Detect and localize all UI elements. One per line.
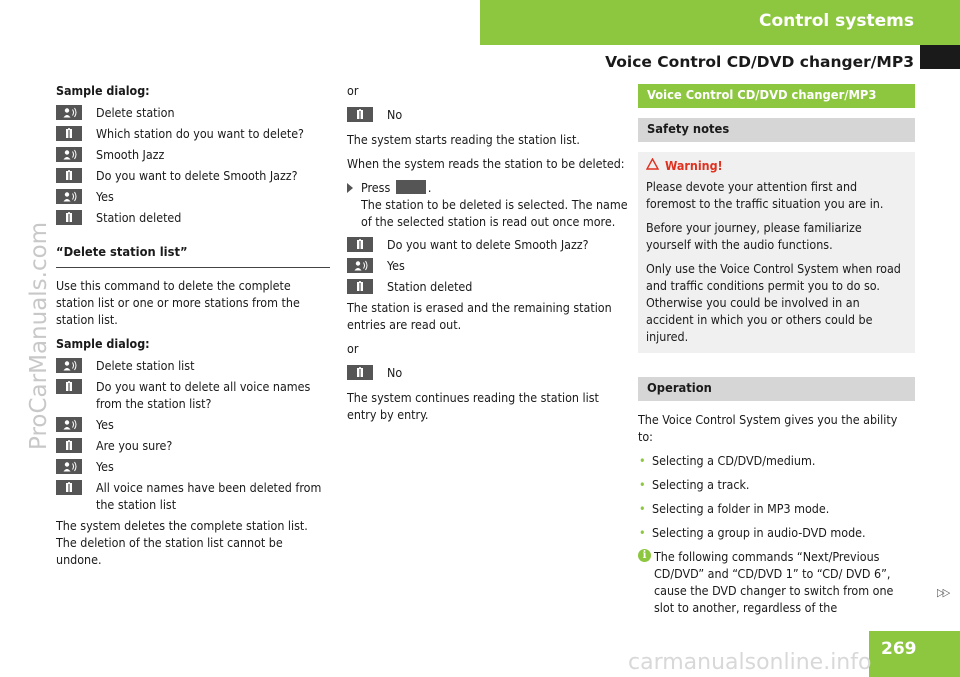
operation-bar: Operation [638, 377, 915, 401]
dialog-text: Which station do you want to delete? [96, 126, 304, 141]
dialog-text: Station deleted [387, 279, 473, 294]
step-description: The station to be deleted is selected. The name of the selected station is read out once more. [361, 197, 628, 229]
dialog-list-1 [56, 104, 330, 226]
dialog-line [56, 357, 330, 374]
outro-paragraph: The system deletes the complete station list. The deletion of the station list cannot be undone. [56, 518, 308, 567]
dialog-text: Delete station list [96, 358, 195, 373]
dialog-text: Smooth Jazz [96, 147, 165, 162]
page-number: 269 [881, 639, 917, 659]
dialog-text: Do you want to delete Smooth Jazz? [96, 168, 298, 183]
dialog-line [56, 188, 330, 205]
speaker-user-icon [56, 358, 82, 373]
safety-notes-bar: Safety notes [638, 118, 915, 142]
dialog-text: Yes [96, 459, 114, 474]
warning-text: Before your journey, please familiarize yourself with the audio functions. [646, 220, 862, 252]
warning-box [638, 152, 915, 353]
operation-intro: The Voice Control System gives you the ability to: [638, 412, 898, 444]
bullet-item: • Selecting a group in audio-DVD mode. [638, 524, 915, 541]
paragraph: The system starts reading the station list. [347, 132, 580, 147]
paragraph: When the system reads the station to be deleted: [347, 156, 625, 171]
dialog-text: No [387, 107, 403, 122]
intro-paragraph: Use this command to delete the complete station list or one or more stations from the station list. [56, 278, 300, 327]
subsection-title: Voice Control CD/DVD changer/MP3 [605, 53, 914, 71]
dialog-text: Are you sure? [96, 438, 173, 453]
dialog-line [347, 257, 629, 274]
dialog-line [347, 278, 629, 295]
speaker-system-icon [56, 480, 82, 495]
dialog-line [347, 106, 629, 123]
speaker-system-icon [347, 279, 373, 294]
dialog-line [347, 364, 629, 381]
dialog-text: Yes [96, 189, 114, 204]
step-press-text: Press [361, 180, 391, 195]
speaker-user-icon [56, 105, 82, 120]
warning-text: Please devote your attention first and foremost to the traffic situation you are in. [646, 179, 884, 211]
column-3 [638, 84, 915, 616]
dialog-line [56, 437, 330, 454]
green-section-bar: Voice Control CD/DVD changer/MP3 [638, 84, 915, 108]
dialog-line [56, 479, 330, 513]
sample-dialog-label-2: Sample dialog: [56, 336, 150, 351]
operation-bullets [638, 452, 915, 541]
speaker-system-icon [56, 379, 82, 394]
dialog-list-2 [56, 357, 330, 513]
info-text: The following commands “Next/Previous CD/DVD” and “CD/DVD 1” to “CD/ DVD 6”, cause the DVD changer to switch from one slot to another, regardless of the [654, 549, 894, 615]
bullet-item: • Selecting a folder in MP3 mode. [638, 500, 915, 517]
header-marker [920, 45, 960, 69]
dialog-line [56, 104, 330, 121]
speaker-user-icon [56, 147, 82, 162]
speaker-system-icon [347, 237, 373, 252]
speaker-user-icon [56, 189, 82, 204]
bullet-item: • Selecting a CD/DVD/medium. [638, 452, 915, 469]
section-heading: “Delete station list” [56, 244, 330, 268]
paragraph: The system continues reading the station list entry by entry. [347, 390, 599, 422]
info-icon: i [638, 549, 651, 562]
column-1 [56, 82, 330, 575]
dialog-text: Do you want to delete Smooth Jazz? [387, 237, 589, 252]
watermark-bottom: carmanualsonline.info [628, 650, 872, 675]
dialog-text: Station deleted [96, 210, 182, 225]
talk-button-icon [396, 180, 426, 194]
speaker-system-icon [56, 126, 82, 141]
speaker-system-icon [56, 210, 82, 225]
dialog-list-3 [347, 236, 629, 295]
warning-triangle-icon [646, 157, 659, 174]
speaker-user-icon [56, 417, 82, 432]
dialog-line [347, 236, 629, 253]
speaker-user-icon [347, 258, 373, 273]
dialog-text: Do you want to delete all voice names from the station list? [96, 379, 311, 411]
speaker-system-icon [347, 107, 373, 122]
dialog-line [56, 167, 330, 184]
page-number-tab [869, 631, 960, 677]
dialog-text: All voice names have been deleted from the station list [96, 480, 322, 512]
column-2 [347, 82, 629, 430]
dialog-line [56, 416, 330, 433]
dialog-text: Yes [387, 258, 405, 273]
speaker-system-icon [56, 438, 82, 453]
section-title: Control systems [758, 11, 914, 31]
watermark-left: ProCarManuals.com [26, 221, 52, 450]
dialog-text: Delete station [96, 105, 175, 120]
dialog-line [56, 146, 330, 163]
bullet-item: • Selecting a track. [638, 476, 915, 493]
step-arrow-icon [347, 183, 353, 193]
instruction-step: Press . The station to be deleted is selected. The name of the selected station is read out once more. [347, 179, 629, 230]
continue-icon: ▷▷ [937, 586, 949, 599]
speaker-system-icon [347, 365, 373, 380]
warning-title: Warning! [646, 157, 907, 174]
dialog-line [56, 378, 330, 412]
paragraph: The station is erased and the remaining station entries are read out. [347, 300, 612, 332]
header-section-tab [480, 0, 960, 45]
or-text: or [347, 341, 359, 356]
dialog-line [56, 209, 330, 226]
dialog-text: Yes [96, 417, 114, 432]
sample-dialog-label: Sample dialog: [56, 83, 150, 98]
info-note [638, 548, 915, 616]
dialog-line [56, 458, 330, 475]
speaker-user-icon [56, 459, 82, 474]
speaker-system-icon [56, 168, 82, 183]
or-text: or [347, 83, 359, 98]
dialog-line [56, 125, 330, 142]
warning-text: Only use the Voice Control System when road and traffic conditions permit you to do so. Otherwise you could be involved in an accident in which you or others could be injured. [646, 261, 901, 344]
dialog-text: No [387, 365, 403, 380]
